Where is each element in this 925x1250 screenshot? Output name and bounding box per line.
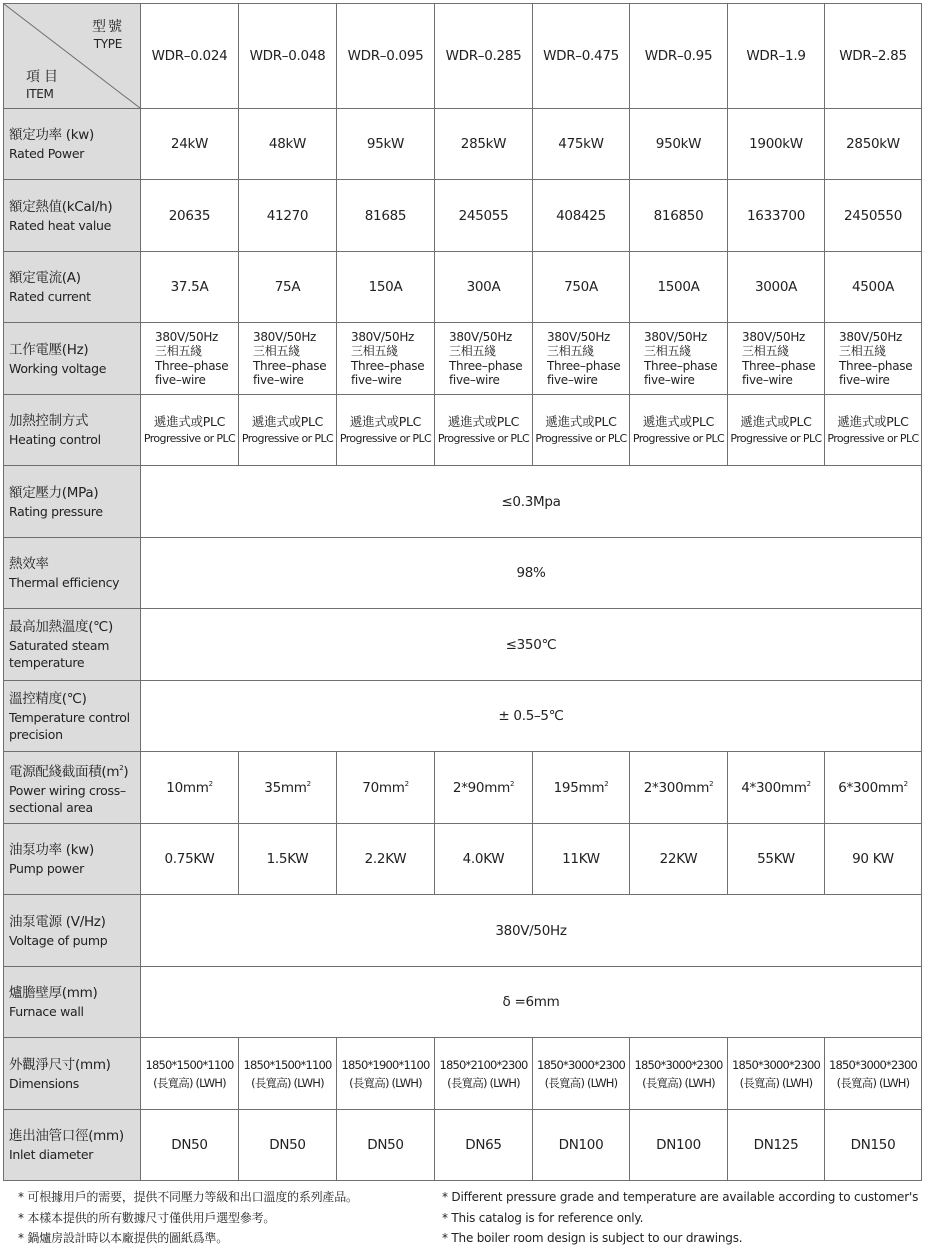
cell: DN100 — [630, 1110, 728, 1181]
label-en: precision — [9, 726, 63, 742]
cell: 90 KW — [825, 824, 922, 895]
cell: DN150 — [825, 1110, 922, 1181]
control-cell: 遞進式或PLC Progressive or PLC — [825, 395, 922, 466]
control-cell: 遞進式或PLC Progressive or PLC — [630, 395, 728, 466]
label-en: temperature — [9, 655, 85, 670]
cell: $10mm^2$ — [141, 752, 239, 824]
cell: 475kW — [533, 109, 630, 180]
control-cell: 遞進式或PLC Progressive or PLC — [728, 395, 825, 466]
row-rated-heat — [4, 180, 922, 252]
cell: 245055 — [435, 180, 533, 252]
row-label — [4, 538, 141, 609]
footnote: * 可根據用戶的需要，提供不同壓力等級和出口溫度的系列產品。 — [18, 1190, 358, 1204]
footnote: * 鍋爐房設計時以本廠提供的圖紙爲準。 — [18, 1231, 229, 1245]
dimension-cell: 1850*3000*2300 (長寬高) (LWH) — [825, 1038, 922, 1110]
label-en: Rated Power — [9, 146, 85, 161]
cell: 0.75KW — [141, 824, 239, 895]
cell: $2*90mm^2$ — [435, 752, 533, 824]
model-header: WDR–1.9 — [728, 4, 825, 109]
model-header: WDR–0.048 — [239, 4, 337, 109]
cell: 1500A — [630, 252, 728, 323]
merged-cell: ≤350℃ — [141, 609, 922, 681]
cell: 81685 — [337, 180, 435, 252]
cell: 22KW — [630, 824, 728, 895]
cell: 48kW — [239, 109, 337, 180]
footnote: * This catalog is for reference only. — [442, 1210, 644, 1225]
row-temp-precision — [4, 681, 922, 752]
cell: DN50 — [239, 1110, 337, 1181]
cell: 1900kW — [728, 109, 825, 180]
control-cell: 遞進式或PLC Progressive or PLC — [435, 395, 533, 466]
spec-table — [3, 3, 922, 1181]
voltage-cell: 380V/50Hz 三相五綫 Three–phase five–wire — [533, 323, 630, 395]
model-header: WDR–2.85 — [825, 4, 922, 109]
control-cell: 遞進式或PLC Progressive or PLC — [141, 395, 239, 466]
cell: 75A — [239, 252, 337, 323]
row-wiring — [4, 752, 922, 824]
label-en: Heating control — [9, 432, 101, 447]
cell: 285kW — [435, 109, 533, 180]
cell: 750A — [533, 252, 630, 323]
row-label — [4, 466, 141, 538]
label-en: Thermal efficiency — [9, 575, 120, 590]
cell: 2450550 — [825, 180, 922, 252]
row-rating-pressure — [4, 466, 922, 538]
voltage-cell: 380V/50Hz 三相五綫 Three–phase five–wire — [825, 323, 922, 395]
label-zh: 加熱控制方式 — [9, 413, 89, 429]
row-rated-current — [4, 252, 922, 323]
label-en: Dimensions — [9, 1075, 79, 1091]
voltage-cell: 380V/50Hz 三相五綫 Three–phase five–wire — [337, 323, 435, 395]
cell: 24kW — [141, 109, 239, 180]
voltage-cell: 380V/50Hz 三相五綫 Three–phase five–wire — [728, 323, 825, 395]
label-en: Power wiring cross– — [9, 783, 126, 798]
cell: 2.2KW — [337, 824, 435, 895]
row-label — [4, 1038, 141, 1110]
row-label — [4, 824, 141, 895]
cell: $6*300mm^2$ — [825, 752, 922, 824]
dimension-cell: 1850*3000*2300 (長寬高) (LWH) — [533, 1038, 630, 1110]
cell: 41270 — [239, 180, 337, 252]
row-label — [4, 109, 141, 180]
cell: 1.5KW — [239, 824, 337, 895]
cell: 4.0KW — [435, 824, 533, 895]
cell: 37.5A — [141, 252, 239, 323]
label-zh: 溫控精度(℃) — [9, 690, 87, 707]
label-zh: 熱效率 — [9, 556, 49, 572]
cell: $2*300mm^2$ — [630, 752, 728, 824]
label-en: Rated heat value — [9, 217, 112, 233]
cell: 20635 — [141, 180, 239, 252]
cell: 55KW — [728, 824, 825, 895]
row-dimensions — [4, 1038, 922, 1110]
row-label — [4, 609, 141, 681]
cell: $195mm^2$ — [533, 752, 630, 824]
row-working-voltage — [4, 323, 922, 395]
row-pump-voltage — [4, 895, 922, 967]
footnote: * The boiler room design is subject to our drawings. — [442, 1231, 743, 1245]
merged-cell: ≤0.3Mpa — [141, 466, 922, 538]
row-label — [4, 323, 141, 395]
merged-cell: δ =6mm — [141, 967, 922, 1038]
cell: $70mm^2$ — [337, 752, 435, 824]
cell: DN50 — [141, 1110, 239, 1181]
row-label — [4, 252, 141, 323]
row-pump-power — [4, 824, 922, 895]
dimension-cell: 1850*1900*1100 (長寬高) (LWH) — [337, 1038, 435, 1110]
voltage-cell: 380V/50Hz 三相五綫 Three–phase five–wire — [239, 323, 337, 395]
footnote: * 本樣本提供的所有數據尺寸僅供用戶選型參考。 — [18, 1210, 276, 1225]
cell: 408425 — [533, 180, 630, 252]
label-zh: 進出油管口徑(mm) — [9, 1128, 124, 1144]
row-max-temp — [4, 609, 922, 681]
row-rated-power — [4, 109, 922, 180]
label-zh: 額定熱值(kCal/h) — [9, 198, 113, 215]
footnotes-en — [442, 1187, 918, 1249]
type-label-zh: 型號 — [92, 19, 124, 35]
row-label — [4, 681, 141, 752]
label-zh: 油泵電源 (V/Hz) — [9, 913, 106, 930]
label-en: Rating pressure — [9, 503, 103, 519]
header-row — [4, 4, 922, 109]
cell: 2850kW — [825, 109, 922, 180]
footnotes-zh — [18, 1187, 358, 1249]
label-en: Saturated steam — [9, 638, 110, 653]
model-header: WDR–0.475 — [533, 4, 630, 109]
label-en: Working voltage — [9, 360, 107, 376]
dimension-cell: 1850*2100*2300 (長寬高) (LWH) — [435, 1038, 533, 1110]
cell: 1633700 — [728, 180, 825, 252]
control-cell: 遞進式或PLC Progressive or PLC — [533, 395, 630, 466]
label-zh: 油泵功率 (kw) — [9, 842, 94, 858]
label-zh: 最高加熱溫度(℃) — [9, 619, 113, 635]
type-label-en: TYPE — [93, 37, 122, 51]
cell: 950kW — [630, 109, 728, 180]
footnote: * Different pressure grade and temperature are available according to customer's — [442, 1190, 919, 1204]
row-label — [4, 752, 141, 824]
dimension-cell: 1850*3000*2300 (長寬高) (LWH) — [630, 1038, 728, 1110]
cell: $35mm^2$ — [239, 752, 337, 824]
dimension-cell: 1850*1500*1100 (長寬高) (LWH) — [141, 1038, 239, 1110]
merged-cell: 98% — [141, 538, 922, 609]
dimension-cell: 1850*3000*2300 (長寬高) (LWH) — [728, 1038, 825, 1110]
voltage-cell: 380V/50Hz 三相五綫 Three–phase five–wire — [141, 323, 239, 395]
row-inlet-diameter — [4, 1110, 922, 1181]
cell: 3000A — [728, 252, 825, 323]
model-header: WDR–0.024 — [141, 4, 239, 109]
control-cell: 遞進式或PLC Progressive or PLC — [337, 395, 435, 466]
label-zh: 額定壓力(MPa) — [9, 484, 99, 501]
row-label — [4, 895, 141, 967]
cell: 150A — [337, 252, 435, 323]
label-en: Furnace wall — [9, 1004, 84, 1019]
type-item-corner — [4, 4, 141, 109]
voltage-cell: 380V/50Hz 三相五綫 Three–phase five–wire — [435, 323, 533, 395]
cell: $4*300mm^2$ — [728, 752, 825, 824]
dimension-cell: 1850*1500*1100 (長寬高) (LWH) — [239, 1038, 337, 1110]
label-zh: 電源配綫截面積$(m^2)$ — [9, 764, 129, 780]
item-label-zh: 項目 — [26, 69, 62, 85]
item-label-en: ITEM — [26, 87, 54, 101]
label-en: Voltage of pump — [9, 932, 108, 948]
cell: DN50 — [337, 1110, 435, 1181]
row-label — [4, 180, 141, 252]
merged-cell: 380V/50Hz — [141, 895, 922, 967]
label-en: sectional area — [9, 800, 93, 815]
cell: DN125 — [728, 1110, 825, 1181]
label-zh: 額定功率 (kw) — [9, 127, 94, 143]
row-heating-control — [4, 395, 922, 466]
row-label — [4, 1110, 141, 1181]
cell: 95kW — [337, 109, 435, 180]
label-en: Pump power — [9, 861, 84, 876]
voltage-cell: 380V/50Hz 三相五綫 Three–phase five–wire — [630, 323, 728, 395]
control-cell: 遞進式或PLC Progressive or PLC — [239, 395, 337, 466]
cell: 4500A — [825, 252, 922, 323]
label-zh: 外觀淨尺寸(mm) — [9, 1056, 111, 1073]
label-en: Inlet diameter — [9, 1147, 94, 1162]
cell: 11KW — [533, 824, 630, 895]
cell: 300A — [435, 252, 533, 323]
model-header: WDR–0.095 — [337, 4, 435, 109]
merged-cell: ± 0.5–5℃ — [141, 681, 922, 752]
model-header: WDR–0.95 — [630, 4, 728, 109]
label-en: Rated current — [9, 289, 91, 304]
model-header: WDR–0.285 — [435, 4, 533, 109]
cell: 816850 — [630, 180, 728, 252]
row-label — [4, 967, 141, 1038]
cell: DN65 — [435, 1110, 533, 1181]
label-en: Temperature control — [9, 709, 130, 725]
row-furnace-wall — [4, 967, 922, 1038]
cell: DN100 — [533, 1110, 630, 1181]
row-label — [4, 395, 141, 466]
row-thermal-efficiency — [4, 538, 922, 609]
label-zh: 爐膽壁厚(mm) — [9, 985, 98, 1001]
label-zh: 工作電壓(Hz) — [9, 341, 89, 358]
label-zh: 額定電流(A) — [9, 270, 81, 286]
